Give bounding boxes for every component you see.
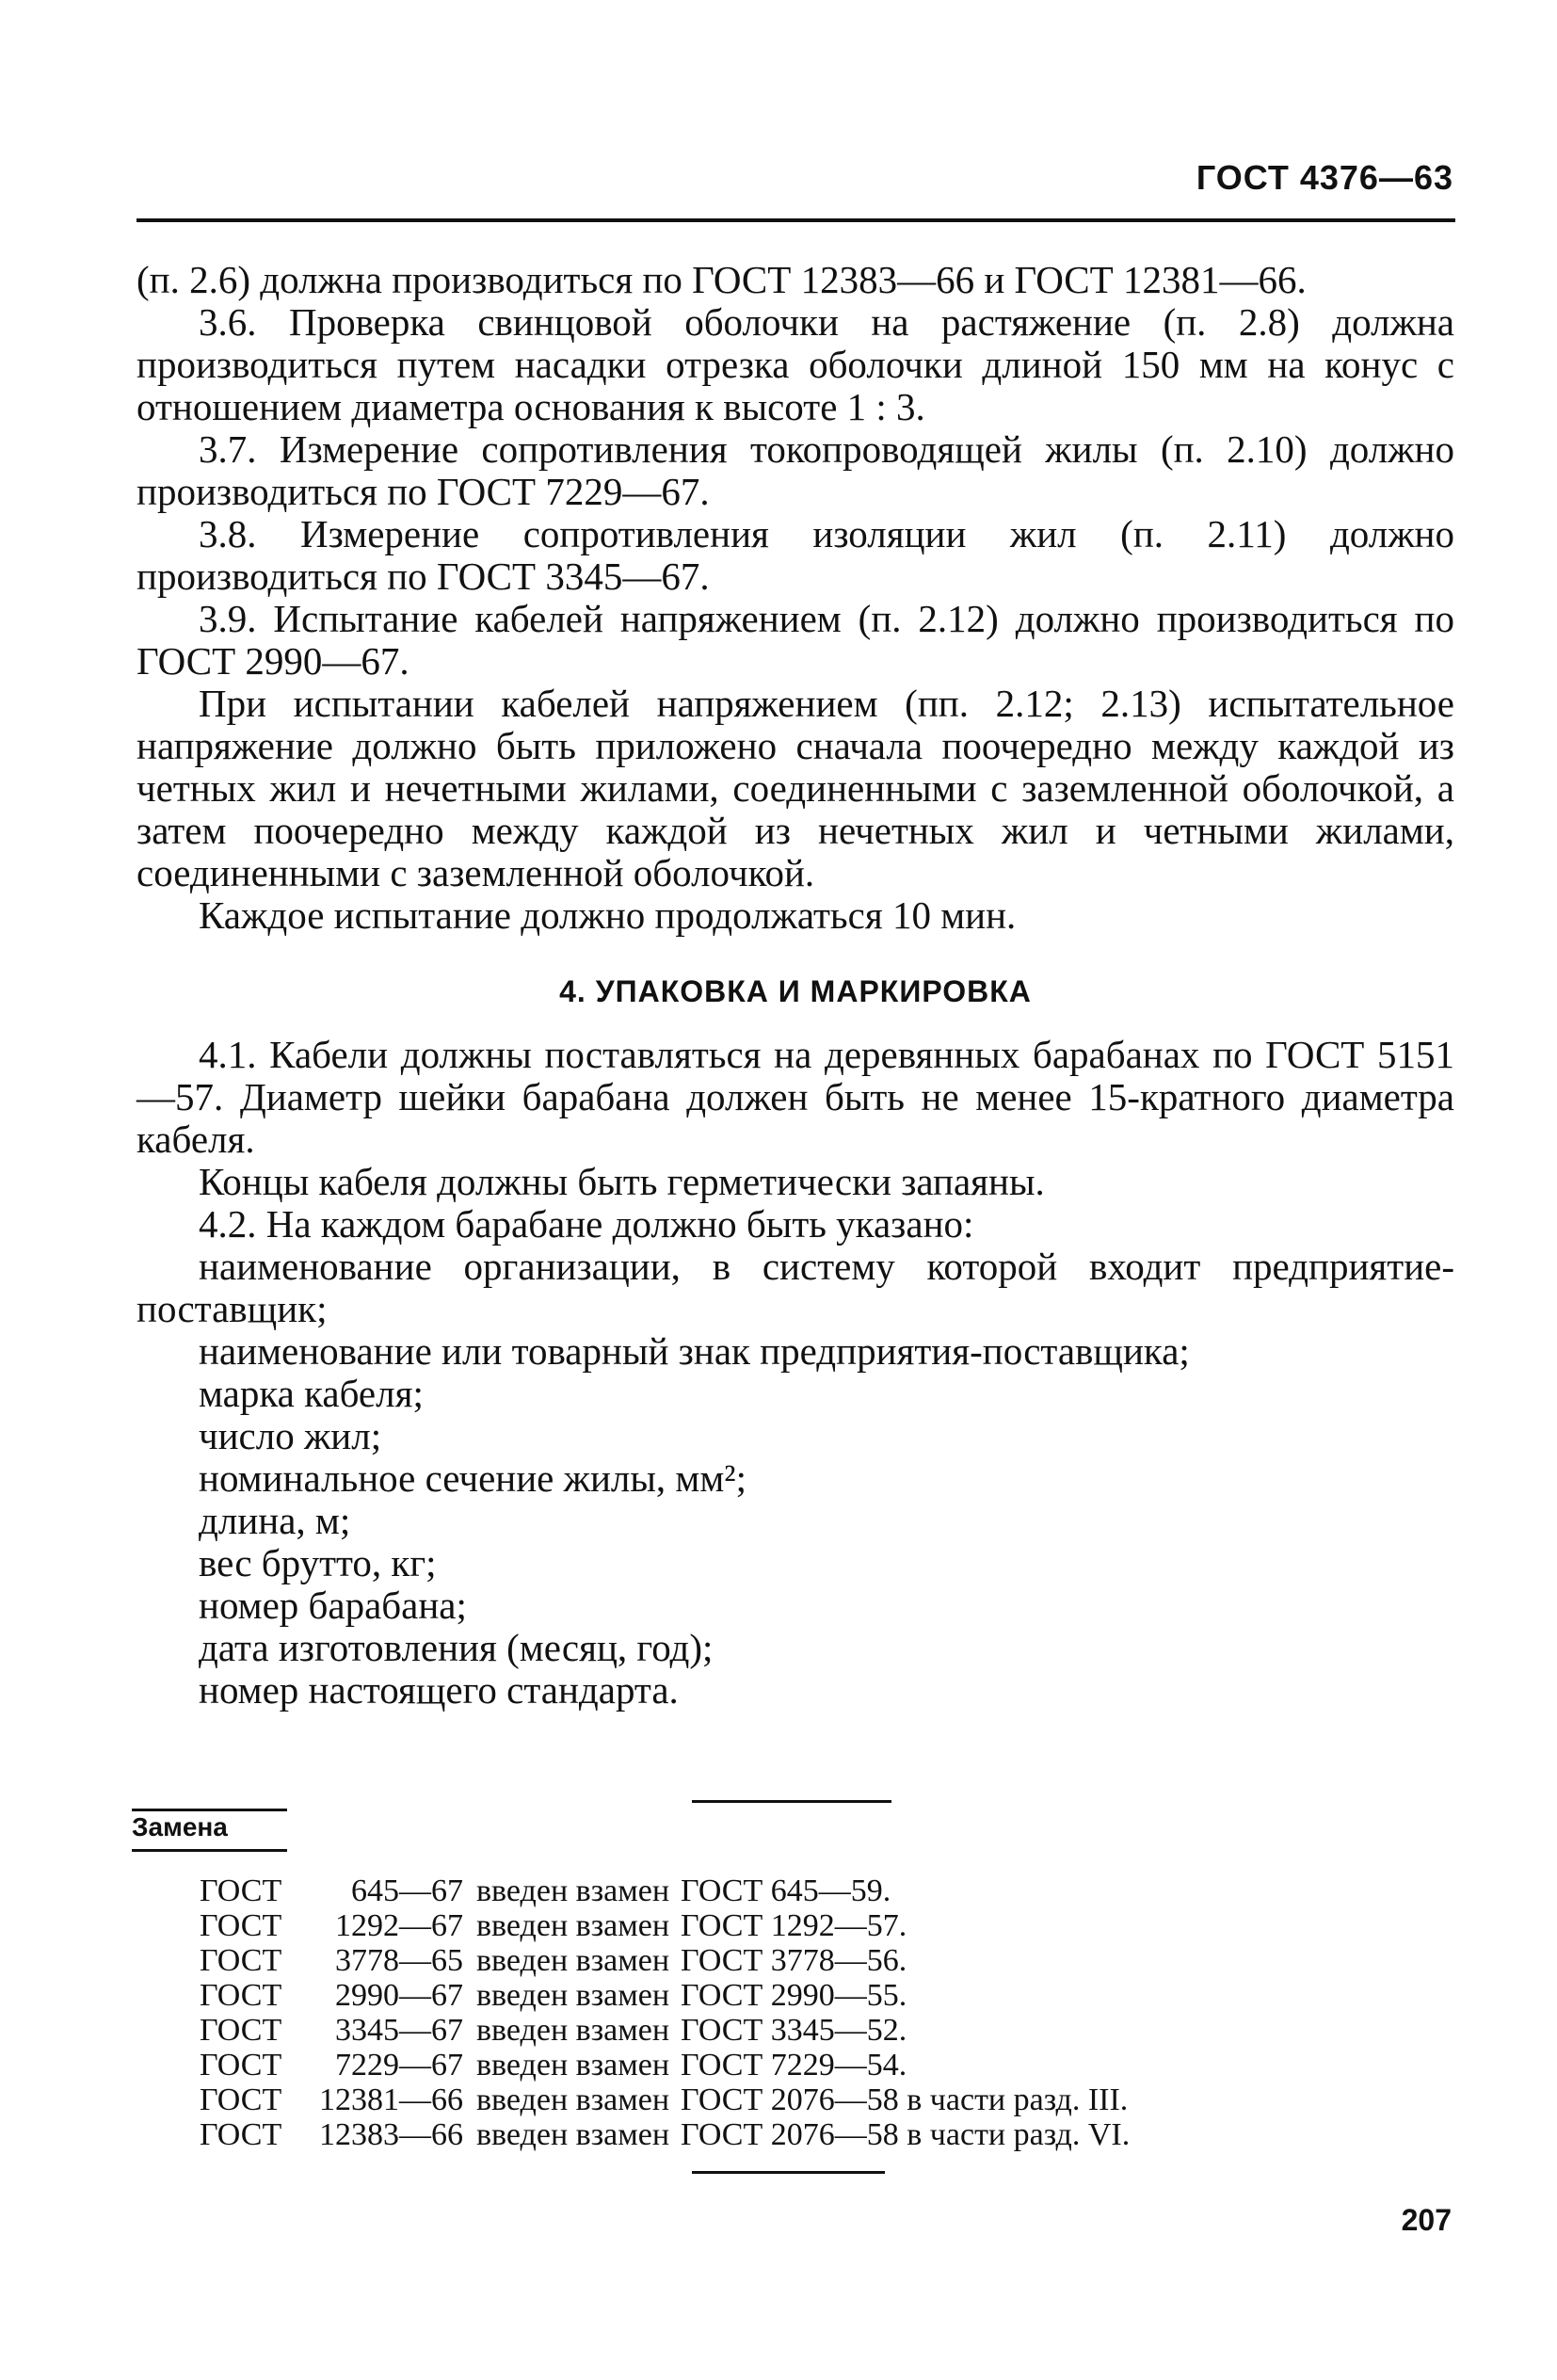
- replacement-label: Замена: [132, 1812, 228, 1841]
- divider: [132, 1849, 287, 1852]
- list-item: номинальное сечение жилы, мм²;: [199, 1456, 746, 1500]
- standard-number: 12383—66: [319, 2117, 463, 2152]
- old-standard: ГОСТ 7229—54.: [681, 2048, 907, 2082]
- section-title: 4. УПАКОВКА И МАРКИРОВКА: [559, 974, 1032, 1008]
- table-row: [200, 1943, 1130, 1978]
- divider: [132, 1809, 287, 1811]
- header-rule: [136, 218, 1455, 222]
- old-standard: ГОСТ 645—59.: [681, 1873, 891, 1908]
- table-row: [200, 2013, 1130, 2048]
- standard-number: 1292—67: [335, 1908, 463, 1943]
- standard-prefix: ГОСТ: [200, 2048, 282, 2082]
- list-item: номер барабана;: [199, 1584, 467, 1627]
- list-item: марка кабеля;: [199, 1372, 424, 1415]
- standard-number: 645—67: [351, 1873, 463, 1908]
- replacement-text: введен взамен: [476, 1873, 670, 1908]
- paragraph: 3.8. Измерение сопротивления изоляции жил (п. 2.11) должно производиться по ГОСТ 3345—67.: [136, 512, 1454, 598]
- paragraph: Концы кабеля должны быть герметически запаяны.: [199, 1160, 1045, 1203]
- standard-prefix: ГОСТ: [200, 1908, 282, 1943]
- replacement-text: введен взамен: [476, 2082, 670, 2117]
- replacement-table: [200, 1873, 1130, 2152]
- standard-code: ГОСТ 4376—63: [1196, 158, 1453, 197]
- table-row: [200, 2082, 1130, 2117]
- table-row: [200, 1873, 1130, 1908]
- standard-number: 7229—67: [335, 2048, 463, 2082]
- replacement-text: введен взамен: [476, 1908, 670, 1943]
- standard-prefix: ГОСТ: [200, 2117, 282, 2152]
- replacement-text: введен взамен: [476, 2048, 670, 2082]
- paragraph: 4.2. На каждом барабане должно быть указано:: [199, 1202, 974, 1246]
- paragraph: (п. 2.6) должна производиться по ГОСТ 12383—66 и ГОСТ 12381—66.: [136, 258, 1307, 301]
- old-standard: ГОСТ 2076—58 в части разд. III.: [681, 2082, 1129, 2117]
- list-item: вес брутто, кг;: [199, 1541, 437, 1584]
- old-standard: ГОСТ 2076—58 в части разд. VI.: [681, 2117, 1131, 2152]
- standard-prefix: ГОСТ: [200, 2013, 282, 2048]
- table-row: [200, 2048, 1130, 2082]
- replacement-text: введен взамен: [476, 1943, 670, 1978]
- paragraph: При испытании кабелей напряжением (пп. 2.12; 2.13) испытательное напряжение должно быть приложено сначала поочередно между каждой из четных жил и нечетными жилами, соединенными с заземленной оболочкой, а затем поочередно между каждой из нечетных жил и четными жилами, соединенными с заземленной оболочкой.: [136, 682, 1454, 894]
- old-standard: ГОСТ 3345—52.: [681, 2013, 907, 2048]
- old-standard: ГОСТ 1292—57.: [681, 1908, 907, 1943]
- paragraph: 3.7. Измерение сопротивления токопроводящей жилы (п. 2.10) должно производиться по ГОСТ 7229—67.: [136, 427, 1454, 513]
- standard-prefix: ГОСТ: [200, 2082, 282, 2117]
- table-row: [200, 1908, 1130, 1943]
- standard-prefix: ГОСТ: [200, 1943, 282, 1978]
- divider: [692, 1800, 891, 1803]
- paragraph: 3.6. Проверка свинцовой оболочки на растяжение (п. 2.8) должна производиться путем насадки отрезка оболочки длиной 150 мм на конус с отношением диаметра основания к высоте 1 : 3.: [136, 300, 1454, 428]
- main-text: [136, 259, 1454, 1712]
- old-standard: ГОСТ 3778—56.: [681, 1943, 907, 1978]
- list-item: число жил;: [199, 1414, 382, 1457]
- standard-prefix: ГОСТ: [200, 1978, 282, 2013]
- list-item: наименование или товарный знак предприятия-поставщика;: [199, 1329, 1190, 1373]
- list-item: дата изготовления (месяц, год);: [199, 1626, 714, 1669]
- standard-number: 2990—67: [335, 1978, 463, 2013]
- old-standard: ГОСТ 2990—55.: [681, 1978, 907, 2013]
- replacement-text: введен взамен: [476, 2013, 670, 2048]
- paragraph: 3.9. Испытание кабелей напряжением (п. 2.12) должно производиться по ГОСТ 2990—67.: [136, 597, 1454, 683]
- table-row: [200, 1978, 1130, 2013]
- replacement-text: введен взамен: [476, 1978, 670, 2013]
- paragraph: Каждое испытание должно продолжаться 10 мин.: [199, 893, 1017, 937]
- page-number: 207: [1401, 2203, 1452, 2237]
- standard-number: 3778—65: [335, 1943, 463, 1978]
- list-item: длина, м;: [199, 1499, 351, 1542]
- divider: [692, 2171, 885, 2174]
- paragraph: 4.1. Кабели должны поставляться на деревянных барабанах по ГОСТ 5151—57. Диаметр шейки барабана должен быть не менее 15-кратного диаметра кабеля.: [136, 1033, 1454, 1161]
- standard-number: 12381—66: [319, 2082, 463, 2117]
- list-item: номер настоящего стандарта.: [199, 1668, 679, 1712]
- standard-number: 3345—67: [335, 2013, 463, 2048]
- paragraph: наименование организации, в систему которой входит предприятие-поставщик;: [136, 1245, 1454, 1330]
- replacement-text: введен взамен: [476, 2117, 670, 2152]
- standard-prefix: ГОСТ: [200, 1873, 282, 1908]
- table-row: [200, 2117, 1130, 2152]
